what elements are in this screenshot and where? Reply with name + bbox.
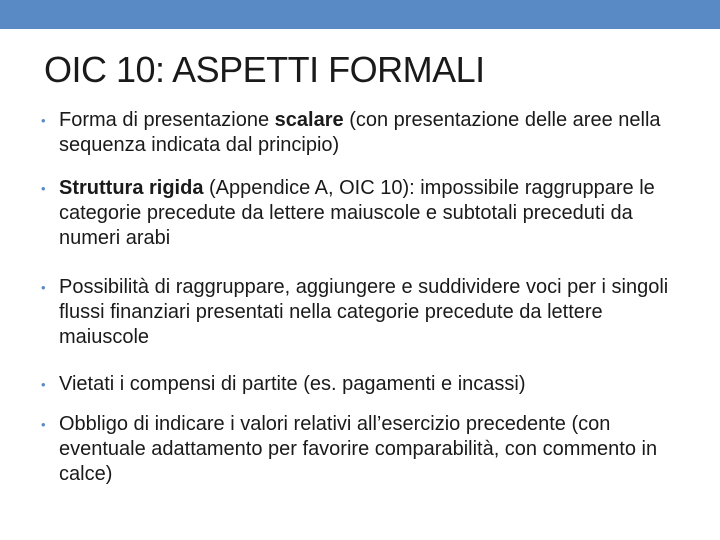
bullet-marker-icon: •: [41, 181, 46, 196]
bullet-text: [41, 412, 681, 487]
bullet-text: [41, 108, 681, 158]
bullet-marker-icon: •: [41, 280, 46, 295]
bullet-item: [41, 412, 681, 487]
bullet-text-regular: (con presentazione delle aree nella sequenza indicata dal principio): [59, 109, 661, 156]
bullet-marker-icon: •: [41, 417, 46, 432]
bullet-text: [41, 176, 681, 251]
bullet-marker-icon: •: [41, 113, 46, 128]
bullet-text-regular: Forma di presentazione: [59, 109, 275, 131]
bullet-text-bold: Struttura rigida: [59, 177, 204, 199]
bullet-item: [41, 176, 681, 251]
bullet-item: [41, 372, 681, 397]
bullet-text-regular: Obbligo di indicare i valori relativi all’esercizio precedente (con eventuale adattamento per favorire comparabilità, con commento in calce): [59, 413, 658, 485]
bullet-text: [41, 275, 681, 350]
bullet-text: [41, 372, 681, 397]
bullet-text-regular: (Appendice A, OIC 10): impossibile raggruppare le categorie precedute da lettere maiuscole e subtotali preceduti da numeri arabi: [59, 177, 655, 249]
bullet-text-regular: Vietati i compensi di partite (es. pagamenti e incassi): [59, 373, 526, 395]
bullet-text-bold: scalare: [274, 109, 344, 131]
bullet-item: [41, 108, 681, 158]
slide-title: OIC 10: ASPETTI FORMALI: [44, 49, 485, 90]
bullet-marker-icon: •: [41, 377, 46, 392]
bullet-text-regular: Possibilità di raggruppare, aggiungere e suddividere voci per i singoli flussi finanziari presentati nella categorie precedute da lettere maiuscole: [59, 276, 669, 348]
bullet-item: [41, 275, 681, 350]
